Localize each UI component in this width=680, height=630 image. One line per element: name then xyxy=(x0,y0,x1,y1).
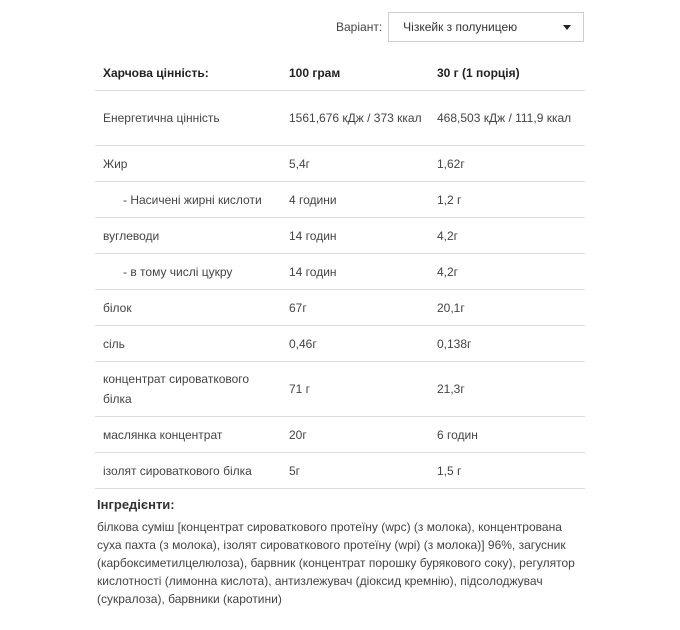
value-per-serving: 4,2г xyxy=(429,218,585,254)
table-row xyxy=(95,326,585,362)
chevron-down-icon xyxy=(563,25,571,30)
table-row xyxy=(95,91,585,146)
header-per-100g: 100 грам xyxy=(281,55,429,91)
value-per-100g: 14 годин xyxy=(281,254,429,290)
variant-dropdown[interactable] xyxy=(388,12,584,42)
header-nutritional-value: Харчова цінність: xyxy=(95,55,281,91)
value-per-serving: 1,5 г xyxy=(429,453,585,489)
nutrient-name: - Насичені жирні кислоти xyxy=(95,182,281,218)
nutrient-name: ізолят сироваткового білка xyxy=(95,453,281,489)
value-per-serving: 0,138г xyxy=(429,326,585,362)
nutrient-name: Жир xyxy=(95,146,281,182)
ingredients-text: білкова суміш [концентрат сироваткового протеїну (wpc) (з молока), концентрована суха пахта (з молока), ізолят сироваткового протеїну (wpi) (з молока)] 96%, загусник (карбоксиметилцелюлоза), барвник (концентрат порошку бурякового соку), регулятор кислотності (лимонна кислота), антизлежувач (діоксид кремнію), підсолоджувач (сукралоза), барвники (каротини) xyxy=(97,520,575,606)
value-per-serving: 1,2 г xyxy=(429,182,585,218)
value-per-serving: 6 годин xyxy=(429,417,585,453)
table-row xyxy=(95,290,585,326)
value-per-100g: 4 години xyxy=(281,182,429,218)
value-per-100g: 1561,676 кДж / 373 ккал xyxy=(281,91,429,146)
nutrient-name: сіль xyxy=(95,326,281,362)
table-row xyxy=(95,453,585,489)
variant-selected-value: Чізкейк з полуницею xyxy=(403,20,518,34)
nutrient-name: вуглеводи xyxy=(95,218,281,254)
value-per-100g: 67г xyxy=(281,290,429,326)
value-per-serving: 1,62г xyxy=(429,146,585,182)
value-per-serving: 20,1г xyxy=(429,290,585,326)
value-per-100g: 0,46г xyxy=(281,326,429,362)
value-per-serving: 4,2г xyxy=(429,254,585,290)
nutrient-name: білок xyxy=(95,290,281,326)
table-row xyxy=(95,146,585,182)
value-per-100g: 71 г xyxy=(281,362,429,417)
header-per-serving: 30 г (1 порція) xyxy=(429,55,585,91)
variant-selector xyxy=(336,12,584,42)
nutrition-header-row xyxy=(95,55,585,91)
value-per-100g: 14 годин xyxy=(281,218,429,254)
value-per-serving: 468,503 кДж / 111,9 ккал xyxy=(429,91,585,146)
table-row xyxy=(95,218,585,254)
ingredients-title: Інгредієнти: xyxy=(97,497,175,512)
value-per-100g: 20г xyxy=(281,417,429,453)
table-row xyxy=(95,182,585,218)
variant-label: Варіант: xyxy=(336,20,383,34)
value-per-100g: 5г xyxy=(281,453,429,489)
nutrition-table xyxy=(95,55,585,489)
nutrient-name: - в тому числі цукру xyxy=(95,254,281,290)
table-row xyxy=(95,362,585,417)
nutrient-name: концентрат сироваткового білка xyxy=(95,362,281,417)
nutrient-name: маслянка концентрат xyxy=(95,417,281,453)
table-row xyxy=(95,254,585,290)
value-per-100g: 5,4г xyxy=(281,146,429,182)
value-per-serving: 21,3г xyxy=(429,362,585,417)
nutrient-name: Енергетична цінність xyxy=(95,91,281,146)
table-row xyxy=(95,417,585,453)
